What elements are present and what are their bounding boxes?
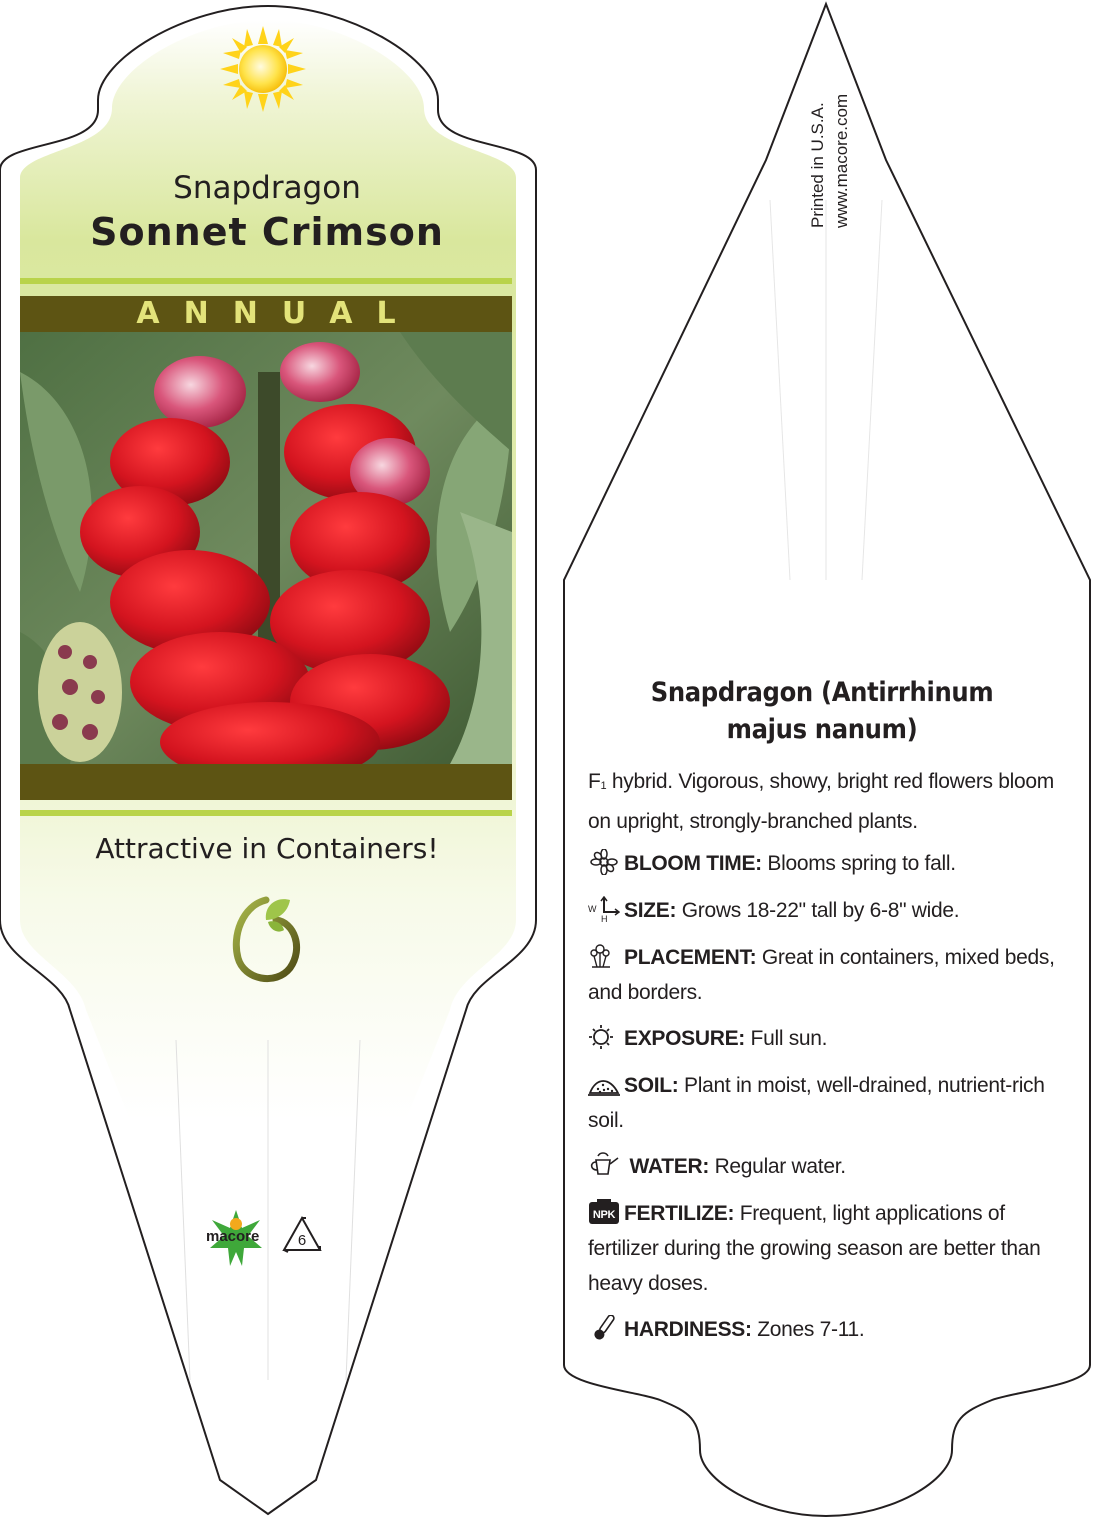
- variety-name: Sonnet Crimson: [90, 210, 444, 254]
- printed-in: Printed in U.S.A.: [808, 102, 827, 228]
- watering-can-icon: [588, 1152, 620, 1178]
- bloom-label: BLOOM TIME:: [624, 852, 762, 875]
- svg-text:W: W: [588, 904, 597, 914]
- size-text: Grows 18-22" tall by 6-8" wide.: [681, 899, 960, 922]
- hardiness-text: Zones 7-11.: [757, 1318, 865, 1341]
- description: [588, 764, 1058, 839]
- row-soil: [588, 1068, 1058, 1138]
- soil-label: SOIL:: [624, 1074, 679, 1097]
- thermometer-icon: [588, 1315, 620, 1341]
- top-rule: [20, 278, 512, 284]
- placement-text: Great in containers, mixed beds, and borders.: [588, 946, 1055, 1004]
- bottom-rule: [20, 810, 512, 816]
- exposure-text: Full sun.: [750, 1027, 828, 1050]
- svg-text:NPK: NPK: [592, 1209, 616, 1221]
- row-bloom-time: [588, 846, 1058, 881]
- row-water: [588, 1149, 1058, 1184]
- tagline: Attractive in Containers!: [95, 832, 439, 865]
- soil-text: Plant in moist, well-drained, nutrient-rich soil.: [588, 1074, 1045, 1132]
- category-label: ANNUAL: [136, 296, 420, 331]
- hardiness-label: HARDINESS:: [624, 1318, 752, 1341]
- svg-text:H: H: [601, 914, 608, 922]
- description-text: hybrid. Vigorous, showy, bright red flowers bloom on upright, strongly-branched plants.: [588, 770, 1054, 833]
- soil-icon: [588, 1071, 620, 1097]
- brand-name: macore: [206, 1228, 260, 1245]
- fertilize-text: Frequent, light applications of fertilizer during the growing season are better than heavy doses.: [588, 1202, 1041, 1295]
- row-placement: [588, 940, 1058, 1010]
- website: www.macore.com: [832, 93, 851, 228]
- size-icon: [588, 896, 620, 922]
- flower-icon: [588, 849, 620, 875]
- recycle-code: 6: [297, 1232, 307, 1249]
- water-text: Regular water.: [714, 1155, 846, 1178]
- npk-icon: [588, 1199, 620, 1225]
- row-fertilize: [588, 1196, 1058, 1301]
- description-sub: 1: [600, 780, 607, 792]
- fertilize-label: FERTILIZE:: [624, 1202, 735, 1225]
- common-name: Snapdragon: [173, 170, 361, 206]
- row-hardiness: [588, 1312, 1058, 1347]
- size-label: SIZE:: [624, 899, 677, 922]
- plant-logo-icon: [228, 892, 304, 988]
- row-exposure: [588, 1021, 1058, 1056]
- description-prefix: F: [588, 770, 601, 793]
- category-band: [20, 296, 512, 332]
- water-label: WATER:: [629, 1155, 710, 1178]
- botanical-title: Snapdragon (Antirrhinum majus nanum): [650, 677, 994, 745]
- placement-label: PLACEMENT:: [624, 946, 757, 969]
- exposure-label: EXPOSURE:: [624, 1027, 745, 1050]
- sun-icon: [220, 26, 306, 112]
- flower-photo: [20, 332, 512, 764]
- bloom-text: Blooms spring to fall.: [767, 852, 956, 875]
- row-size: [588, 893, 1058, 928]
- bottom-band: [20, 764, 512, 800]
- sun-outline-icon: [588, 1024, 620, 1050]
- placement-icon: [588, 943, 620, 969]
